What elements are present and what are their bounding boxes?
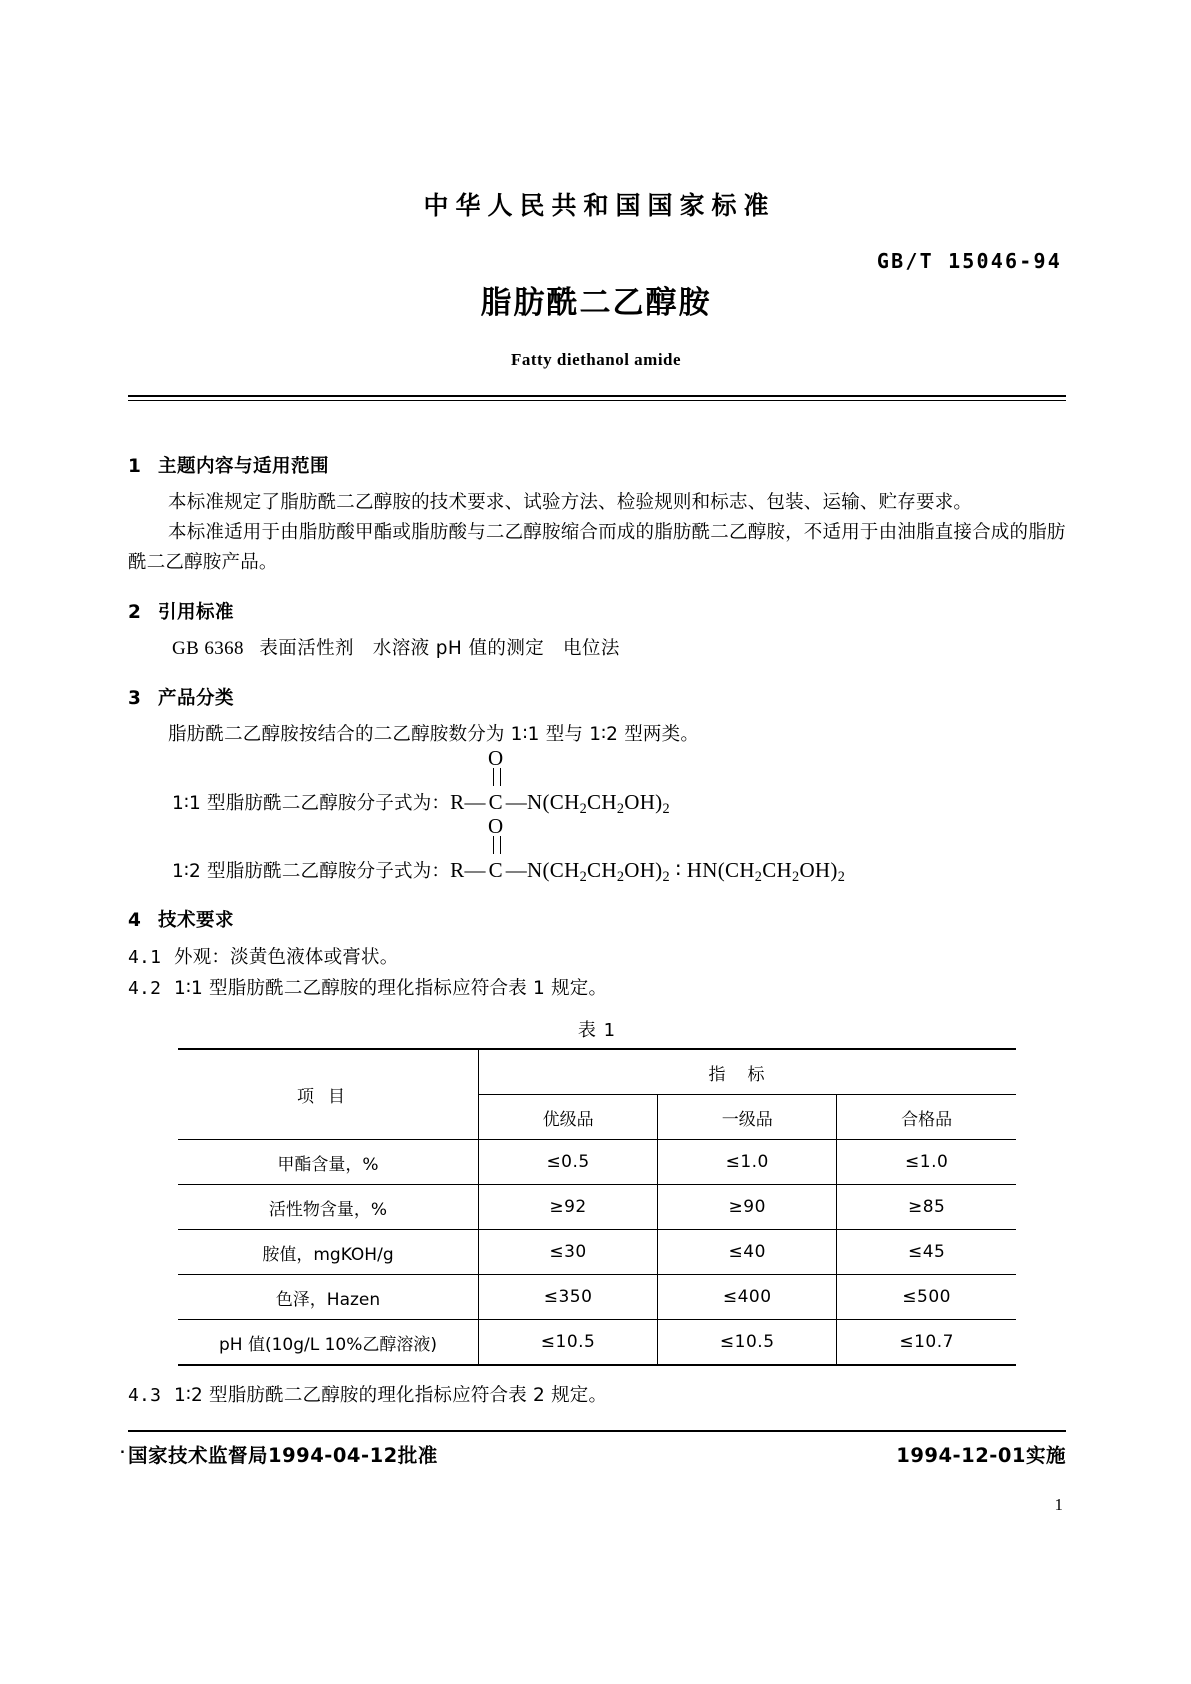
section-1-paragraph-2: 本标准适用于由脂肪酸甲酯或脂肪酸与二乙醇胺缩合而成的脂肪酰二乙醇胺，不适用于由油脂直接合成的脂肪酰二乙醇胺产品。 — [128, 522, 1066, 573]
subsection-4-2-text: 1∶1 型脂肪酰二乙醇胺的理化指标应符合表 1 规定。 — [174, 978, 608, 999]
double-bond-2 — [493, 836, 501, 854]
subsection-4-2 — [128, 973, 1066, 1004]
oxygen-atom-2: O — [488, 814, 504, 839]
subsection-4-3-number: 4.3 — [128, 1385, 162, 1406]
table-cell-item: 色泽，Hazen — [178, 1275, 479, 1320]
referenced-standard-line — [128, 634, 1066, 664]
table-cell-value-first: ≥90 — [658, 1185, 837, 1230]
table-row — [178, 1275, 1016, 1320]
section-3-title: 产品分类 — [158, 688, 235, 709]
table-row — [178, 1185, 1016, 1230]
table-row — [178, 1320, 1016, 1366]
table-cell-value-premium: ≥92 — [479, 1185, 658, 1230]
carbon-atom-2: C — [488, 858, 503, 883]
standard-number: GB/T 15046-94 — [876, 249, 1062, 273]
formula-one-to-two-label: 1∶2 型脂肪酰二乙醇胺分子式为： — [172, 861, 451, 883]
subsection-4-1-text: 外观：淡黄色液体或膏状。 — [174, 947, 399, 968]
carbon-atom-1: C — [488, 790, 503, 815]
section-2-number: 2 — [128, 602, 142, 623]
table-cell-item: 胺值，mgKOH/g — [178, 1230, 479, 1275]
table-header-indicator: 指标 — [479, 1049, 1017, 1095]
double-bond-1 — [493, 768, 501, 786]
table-cell-value-qualified: ≤45 — [837, 1230, 1016, 1275]
table-header-grade-qualified: 合格品 — [837, 1095, 1016, 1140]
subsection-4-1-number: 4.1 — [128, 947, 162, 968]
formula-block-one-to-two — [128, 814, 1066, 886]
formula-line-one-to-one — [172, 746, 670, 818]
header-divider-rule — [128, 395, 1066, 397]
table-cell-value-first: ≤1.0 — [658, 1140, 837, 1185]
formula-block-one-to-one — [128, 746, 1066, 818]
table-row — [178, 1140, 1016, 1185]
formula-one-to-one-structure: R— O C $—N(CH_2CH_2OH)_2$ — [450, 746, 670, 817]
subsection-4-3-text: 1∶2 型脂肪酰二乙醇胺的理化指标应符合表 2 规定。 — [174, 1385, 608, 1406]
footer-approval — [120, 1440, 438, 1468]
oxygen-atom-1: O — [488, 746, 504, 771]
table-1-caption: 表 1 — [577, 1020, 617, 1041]
footer-divider-rule — [128, 1430, 1066, 1432]
section-3-number: 3 — [128, 688, 142, 709]
table-cell-value-first: ≤400 — [658, 1275, 837, 1320]
table-cell-value-premium: ≤10.5 — [479, 1320, 658, 1366]
subsection-4-1 — [128, 942, 1066, 973]
table-cell-item: 甲酯含量，% — [178, 1140, 479, 1185]
section-1-paragraph-1: 本标准规定了脂肪酰二乙醇胺的技术要求、试验方法、检验规则和标志、包装、运输、贮存要求。 — [168, 492, 973, 513]
document-body — [128, 432, 1066, 1411]
formula-one-to-two-structure: R— O C $—N(CH_2CH_2OH)_2$ ∶ $HN(CH_2CH_2OH)_2$ — [450, 814, 846, 885]
table-cell-value-qualified: ≤1.0 — [837, 1140, 1016, 1185]
national-standard-title: 中华人民共和国国家标准 — [423, 191, 776, 220]
table-cell-value-qualified: ≤10.7 — [837, 1320, 1016, 1366]
referenced-standard-title: 表面活性剂 水溶液 pH 值的测定 电位法 — [259, 638, 620, 659]
subsection-4-2-number: 4.2 — [128, 978, 162, 999]
footer-implementation: 1994-12-01实施 — [896, 1444, 1066, 1467]
section-2-heading — [128, 598, 1066, 624]
table-cell-value-premium: ≤0.5 — [479, 1140, 658, 1185]
carbonyl-group-2 — [486, 814, 506, 883]
carbonyl-group-1 — [486, 746, 506, 815]
table-cell-value-first: ≤40 — [658, 1230, 837, 1275]
document-masthead — [128, 186, 1064, 370]
footer-approval-text: 国家技术监督局1994-04-12批准 — [128, 1444, 438, 1467]
table-header-row-1 — [178, 1049, 1016, 1095]
table-cell-item: 活性物含量，% — [178, 1185, 479, 1230]
section-3-heading — [128, 684, 1066, 710]
table-cell-value-qualified: ≥85 — [837, 1185, 1016, 1230]
subsection-4-3 — [128, 1380, 1066, 1411]
section-1-heading — [128, 452, 1066, 478]
table-header-grade-first: 一级品 — [658, 1095, 837, 1140]
table-header-grade-premium: 优级品 — [479, 1095, 658, 1140]
table-row — [178, 1230, 1016, 1275]
table-header-item: 项目 — [178, 1049, 479, 1140]
section-2-title: 引用标准 — [158, 602, 235, 623]
table-cell-item: pH 值(10g/L 10%乙醇溶液) — [178, 1320, 479, 1366]
table-1-specifications — [178, 1048, 1016, 1366]
section-3-paragraph-1: 脂肪酰二乙醇胺按结合的二乙醇胺数分为 1∶1 型与 1∶2 型两类。 — [168, 724, 700, 745]
table-cell-value-first: ≤10.5 — [658, 1320, 837, 1366]
footer-tick-mark: . — [120, 1442, 126, 1457]
referenced-standard-code: GB 6368 — [172, 638, 244, 659]
section-1-title: 主题内容与适用范围 — [158, 456, 330, 477]
page-number: 1 — [1054, 1495, 1063, 1514]
section-4-heading — [128, 906, 1066, 932]
document-title-english: Fatty diethanol amide — [510, 350, 682, 369]
section-1-number: 1 — [128, 456, 142, 477]
table-cell-value-premium: ≤30 — [479, 1230, 658, 1275]
formula-one-to-one-label: 1∶1 型脂肪酰二乙醇胺分子式为： — [172, 793, 451, 815]
table-cell-value-premium: ≤350 — [479, 1275, 658, 1320]
document-title-chinese: 脂肪酰二乙醇胺 — [480, 285, 712, 321]
section-4-number: 4 — [128, 910, 142, 931]
formula-line-one-to-two — [172, 814, 846, 886]
section-4-title: 技术要求 — [158, 910, 235, 931]
table-cell-value-qualified: ≤500 — [837, 1275, 1016, 1320]
